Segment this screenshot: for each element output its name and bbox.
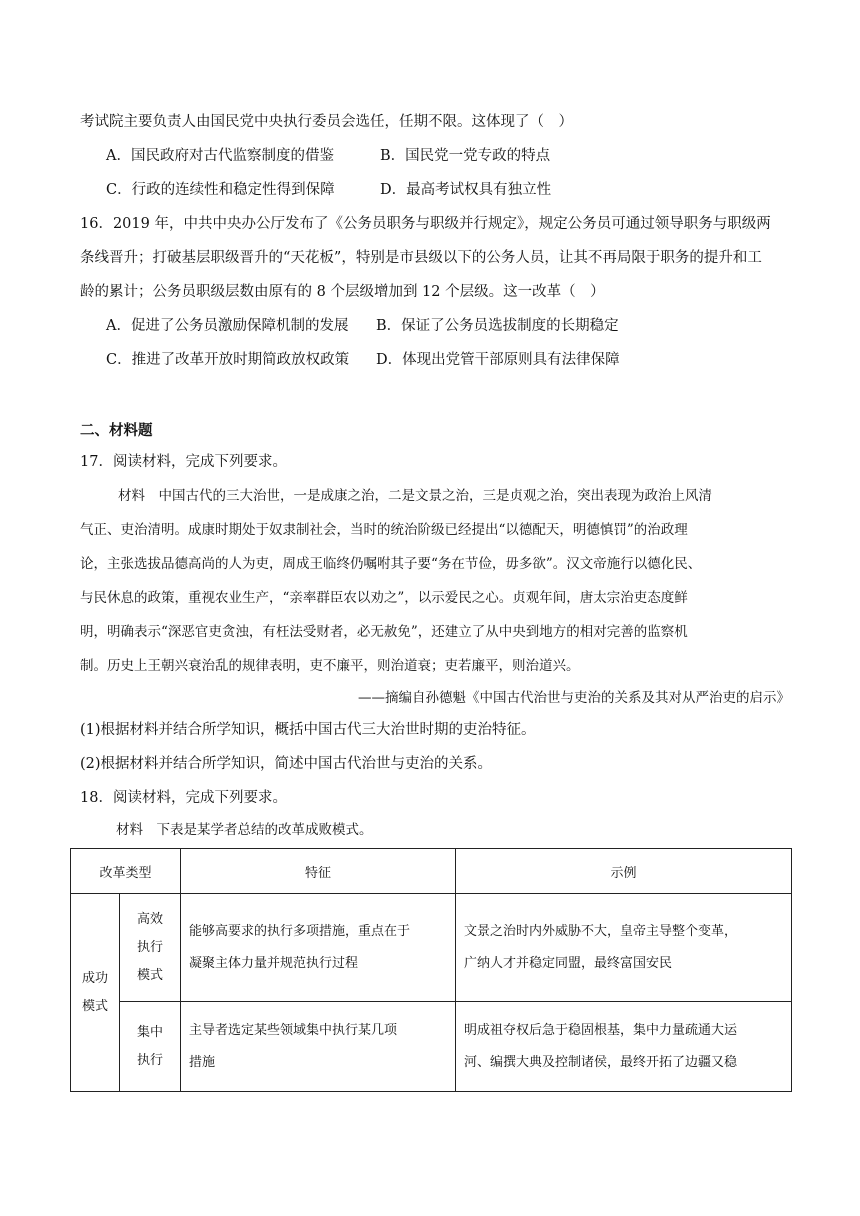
q16-option-a: A．促进了公务员激励保障机制的发展: [106, 318, 349, 334]
q17-source: ——摘编自孙德魁《中国古代治世与吏治的关系及其对从严治吏的启示》: [358, 690, 790, 706]
q16-option-b: B．保证了公务员选拔制度的长期稳定: [376, 318, 619, 334]
table-type-cell: [120, 1002, 181, 1092]
q15-option-d: D．最高考试权具有独立性: [380, 182, 552, 198]
table-feature-line: 主导者选定某些领域集中执行某几项: [189, 1022, 398, 1038]
q17-material-line-6: 制。历史上王朝兴衰治乱的规律表明，吏不廉平，则治道衰；吏若廉平，则治道兴。: [80, 658, 580, 674]
table-example-line: 明成祖夺权后急于稳固根基，集中力量疏通大运: [464, 1022, 738, 1038]
q17-material-line-3: 论，主张选拔品德高尚的人为吏，周成王临终仍嘱咐其子要“务在节俭，毋多欲”。汉文帝施行以德化民、: [80, 556, 702, 572]
q18-material: 材料 下表是某学者总结的改革成败模式。: [116, 822, 373, 838]
table-header-example: 示例: [456, 849, 792, 894]
q17-material-line-5: 明，明确表示“深恶官吏贪浊，有枉法受财者，必无赦免”，还建立了从中央到地方的相对完善的监察机: [80, 624, 688, 640]
q17-subquestion-1: (1)根据材料并结合所学知识，概括中国古代三大治世时期的吏治特征。: [80, 722, 536, 738]
table-group-label: 成功模式: [81, 970, 108, 1014]
table-feature-cell: [181, 894, 456, 1002]
table-header-feature: 特征: [181, 849, 456, 894]
table-row: [71, 1002, 792, 1092]
q16-option-c: C．推进了改革开放时期简政放权政策: [106, 352, 350, 368]
q17-material-line-4: 与民休息的政策，重视农业生产，“亲率群臣农以劝之”，以示爱民之心。贞观年间，唐太宗治吏态度鲜: [80, 590, 688, 606]
table-type-label: 高效执行模式: [136, 911, 163, 983]
table-feature-cell: [181, 1002, 456, 1092]
q15-option-a: A．国民政府对古代监察制度的借鉴: [106, 148, 334, 164]
q17-subquestion-2: (2)根据材料并结合所学知识，简述中国古代治世与吏治的关系。: [80, 756, 493, 772]
q17-material-line-1: 材料 中国古代的三大治世，一是成康之治，二是文景之治，三是贞观之治，突出表现为政治上风清: [118, 488, 712, 504]
q17-material-line-2: 气正、吏治清明。成康时期处于奴隶制社会，当时的统治阶级已经提出“以德配天，明德慎罚”的治政理: [80, 522, 688, 538]
q16-stem-line-1: 16．2019 年，中共中央办公厅发布了《公务员职务与职级并行规定》，规定公务员可通过领导职务与职级两: [80, 216, 771, 232]
table-example-line: 广纳人才并稳定同盟，最终富国安民: [464, 955, 673, 971]
table-example-cell: [456, 1002, 792, 1092]
q15-stem: 考试院主要负责人由国民党中央执行委员会选任，任期不限。这体现了（ ）: [80, 114, 573, 130]
section-title: 二、材料题: [80, 422, 153, 439]
table-type-cell: [120, 894, 181, 1002]
q15-option-c: C．行政的连续性和稳定性得到保障: [106, 182, 335, 198]
q16-option-d: D．体现出党管干部原则具有法律保障: [376, 352, 620, 368]
table-row: [71, 894, 792, 1002]
reform-table: [70, 848, 792, 1092]
table-example-cell: [456, 894, 792, 1002]
table-header-row: [71, 849, 792, 894]
table-example-line: 河、编撰大典及控制诸侯，最终开拓了边疆又稳: [464, 1054, 738, 1070]
table-type-label: 集中执行: [136, 1024, 163, 1068]
table-header-type: 改革类型: [71, 849, 181, 894]
q16-stem-line-2: 条线晋升；打破基层职级晋升的“天花板”，特别是市县级以下的公务人员，让其不再局限于职务的提升和工: [80, 250, 762, 266]
q17-prompt: 17．阅读材料，完成下列要求。: [80, 454, 287, 470]
q18-prompt: 18．阅读材料，完成下列要求。: [80, 790, 287, 806]
table-group-cell: [71, 894, 120, 1092]
table-feature-line: 能够高要求的执行多项措施，重点在于: [189, 923, 411, 939]
q16-stem-line-3: 龄的累计；公务员职级层数由原有的 8 个层级增加到 12 个层级。这一改革（ ）: [80, 284, 605, 300]
q15-option-b: B．国民党一党专政的特点: [380, 148, 551, 164]
table-example-line: 文景之治时内外威胁不大，皇帝主导整个变革，: [464, 923, 738, 939]
table-feature-line: 措施: [189, 1054, 216, 1070]
table-feature-line: 凝聚主体力量并规范执行过程: [189, 955, 359, 971]
